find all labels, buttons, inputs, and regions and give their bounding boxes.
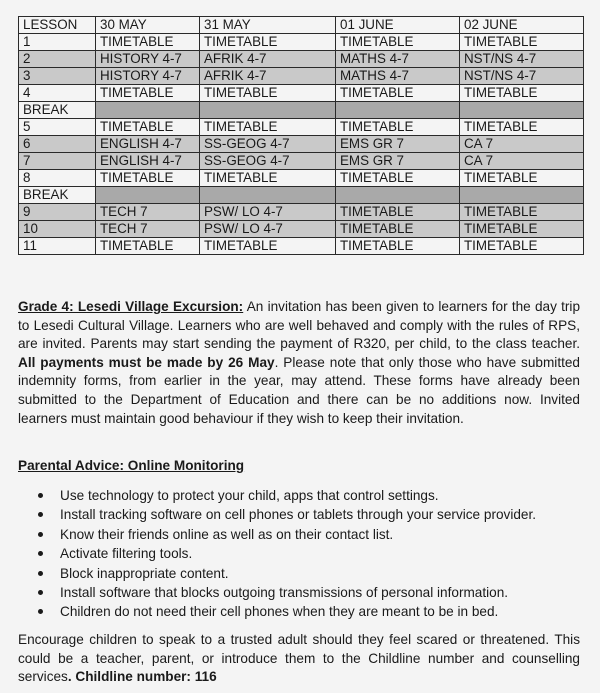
timetable-row xyxy=(19,85,584,102)
timetable-cell: BREAK xyxy=(19,187,96,204)
advice-item: Activate filtering tools. xyxy=(60,544,600,563)
timetable-cell: HISTORY 4-7 xyxy=(96,68,200,85)
timetable-cell: 30 MAY xyxy=(96,17,200,34)
timetable-cell: TIMETABLE xyxy=(460,238,584,255)
timetable-cell: EMS GR 7 xyxy=(336,153,460,170)
excursion-paragraph xyxy=(18,298,580,428)
timetable-cell: TIMETABLE xyxy=(96,170,200,187)
timetable-row xyxy=(19,204,584,221)
timetable-cell: TIMETABLE xyxy=(336,34,460,51)
timetable-cell: 01 JUNE xyxy=(336,17,460,34)
timetable-cell: TIMETABLE xyxy=(336,204,460,221)
timetable-row xyxy=(19,187,584,204)
timetable-cell: MATHS 4-7 xyxy=(336,51,460,68)
timetable-row xyxy=(19,51,584,68)
timetable-cell: 7 xyxy=(19,153,96,170)
timetable-cell: NST/NS 4-7 xyxy=(460,51,584,68)
advice-item: Block inappropriate content. xyxy=(60,564,600,583)
timetable-row xyxy=(19,119,584,136)
timetable-cell: TIMETABLE xyxy=(460,119,584,136)
timetable-cell xyxy=(460,102,584,119)
timetable-cell: PSW/ LO 4-7 xyxy=(200,221,336,238)
timetable xyxy=(18,16,584,255)
advice-item: Use technology to protect your child, apps that control settings. xyxy=(60,486,600,505)
timetable-cell: 31 MAY xyxy=(200,17,336,34)
timetable-row xyxy=(19,17,584,34)
timetable-cell: TIMETABLE xyxy=(460,170,584,187)
timetable-cell: BREAK xyxy=(19,102,96,119)
timetable-cell: TIMETABLE xyxy=(460,34,584,51)
advice-item: Install software that blocks outgoing transmissions of personal information. xyxy=(60,583,600,602)
timetable-row xyxy=(19,238,584,255)
timetable-cell: TIMETABLE xyxy=(460,204,584,221)
advice-item: Know their friends online as well as on their contact list. xyxy=(60,525,600,544)
timetable-cell: TIMETABLE xyxy=(96,85,200,102)
timetable-cell: 4 xyxy=(19,85,96,102)
timetable-cell: AFRIK 4-7 xyxy=(200,51,336,68)
timetable-cell: TIMETABLE xyxy=(336,170,460,187)
timetable-cell: AFRIK 4-7 xyxy=(200,68,336,85)
advice-list xyxy=(38,486,600,622)
timetable-cell: 3 xyxy=(19,68,96,85)
timetable-cell: ENGLISH 4-7 xyxy=(96,153,200,170)
timetable-cell: TIMETABLE xyxy=(336,238,460,255)
timetable-cell: TIMETABLE xyxy=(96,34,200,51)
timetable-cell: 1 xyxy=(19,34,96,51)
advice-heading: Parental Advice: Online Monitoring xyxy=(18,458,245,473)
timetable-cell: TIMETABLE xyxy=(200,238,336,255)
timetable-cell xyxy=(200,102,336,119)
timetable-cell: TECH 7 xyxy=(96,204,200,221)
childline-number: . Childline number: 116 xyxy=(67,669,217,685)
timetable-cell: TECH 7 xyxy=(96,221,200,238)
timetable-cell: 8 xyxy=(19,170,96,187)
excursion-text-2: . Please note that only those who have submitted indemnity forms, from earlier in the year, may attend. These forms have already been submitted to the Department of Education and there can be no additions now. Invited learners must maintain good behaviour if they wish to keep their invitation. xyxy=(18,354,580,426)
excursion-text-1: An invitation has been given to learners for the day trip to Lesedi Cultural Village. Learners who are well behaved and comply with the rules of RPS, are invited. Parents may start sending the payment of R320, per child, to the class teacher. xyxy=(18,299,580,352)
payment-deadline: All payments must be made by 26 May xyxy=(18,354,275,370)
timetable-cell: HISTORY 4-7 xyxy=(96,51,200,68)
timetable-cell xyxy=(336,187,460,204)
timetable-cell: LESSON xyxy=(19,17,96,34)
timetable-cell: TIMETABLE xyxy=(200,119,336,136)
timetable-cell xyxy=(336,102,460,119)
timetable-cell: TIMETABLE xyxy=(336,85,460,102)
timetable-cell: EMS GR 7 xyxy=(336,136,460,153)
excursion-title: Grade 4: Lesedi Village Excursion: xyxy=(18,299,244,314)
timetable-cell: ENGLISH 4-7 xyxy=(96,136,200,153)
timetable-cell: SS-GEOG 4-7 xyxy=(200,136,336,153)
timetable-cell xyxy=(460,187,584,204)
timetable-cell: TIMETABLE xyxy=(200,85,336,102)
timetable-cell: MATHS 4-7 xyxy=(336,68,460,85)
advice-item: Children do not need their cell phones when they are meant to be in bed. xyxy=(60,602,600,621)
timetable-cell: SS-GEOG 4-7 xyxy=(200,153,336,170)
timetable-cell: 6 xyxy=(19,136,96,153)
timetable-cell: TIMETABLE xyxy=(96,238,200,255)
timetable-cell: TIMETABLE xyxy=(336,119,460,136)
timetable-row xyxy=(19,102,584,119)
timetable-cell: 9 xyxy=(19,204,96,221)
timetable-cell: TIMETABLE xyxy=(460,221,584,238)
timetable-cell: TIMETABLE xyxy=(336,221,460,238)
timetable-cell: CA 7 xyxy=(460,153,584,170)
timetable-row xyxy=(19,170,584,187)
timetable-cell xyxy=(96,102,200,119)
timetable-row xyxy=(19,34,584,51)
timetable-row xyxy=(19,221,584,238)
timetable-cell: 5 xyxy=(19,119,96,136)
timetable-cell: NST/NS 4-7 xyxy=(460,68,584,85)
closing-paragraph xyxy=(18,631,580,687)
timetable-row xyxy=(19,68,584,85)
timetable-cell: TIMETABLE xyxy=(200,170,336,187)
closing-text: Encourage children to speak to a trusted adult should they feel scared or threatened. This could be a teacher, parent, or introduce them to the Childline number and counselling services xyxy=(18,632,580,685)
advice-item: Install tracking software on cell phones or tablets through your service provider. xyxy=(60,505,600,524)
timetable-cell: 11 xyxy=(19,238,96,255)
timetable-row xyxy=(19,136,584,153)
timetable-row xyxy=(19,153,584,170)
timetable-cell: PSW/ LO 4-7 xyxy=(200,204,336,221)
timetable-cell xyxy=(200,187,336,204)
timetable-cell: 10 xyxy=(19,221,96,238)
timetable-cell: TIMETABLE xyxy=(96,119,200,136)
timetable-cell xyxy=(96,187,200,204)
timetable-cell: TIMETABLE xyxy=(460,85,584,102)
timetable-cell: CA 7 xyxy=(460,136,584,153)
timetable-cell: TIMETABLE xyxy=(200,34,336,51)
timetable-cell: 02 JUNE xyxy=(460,17,584,34)
timetable-cell: 2 xyxy=(19,51,96,68)
